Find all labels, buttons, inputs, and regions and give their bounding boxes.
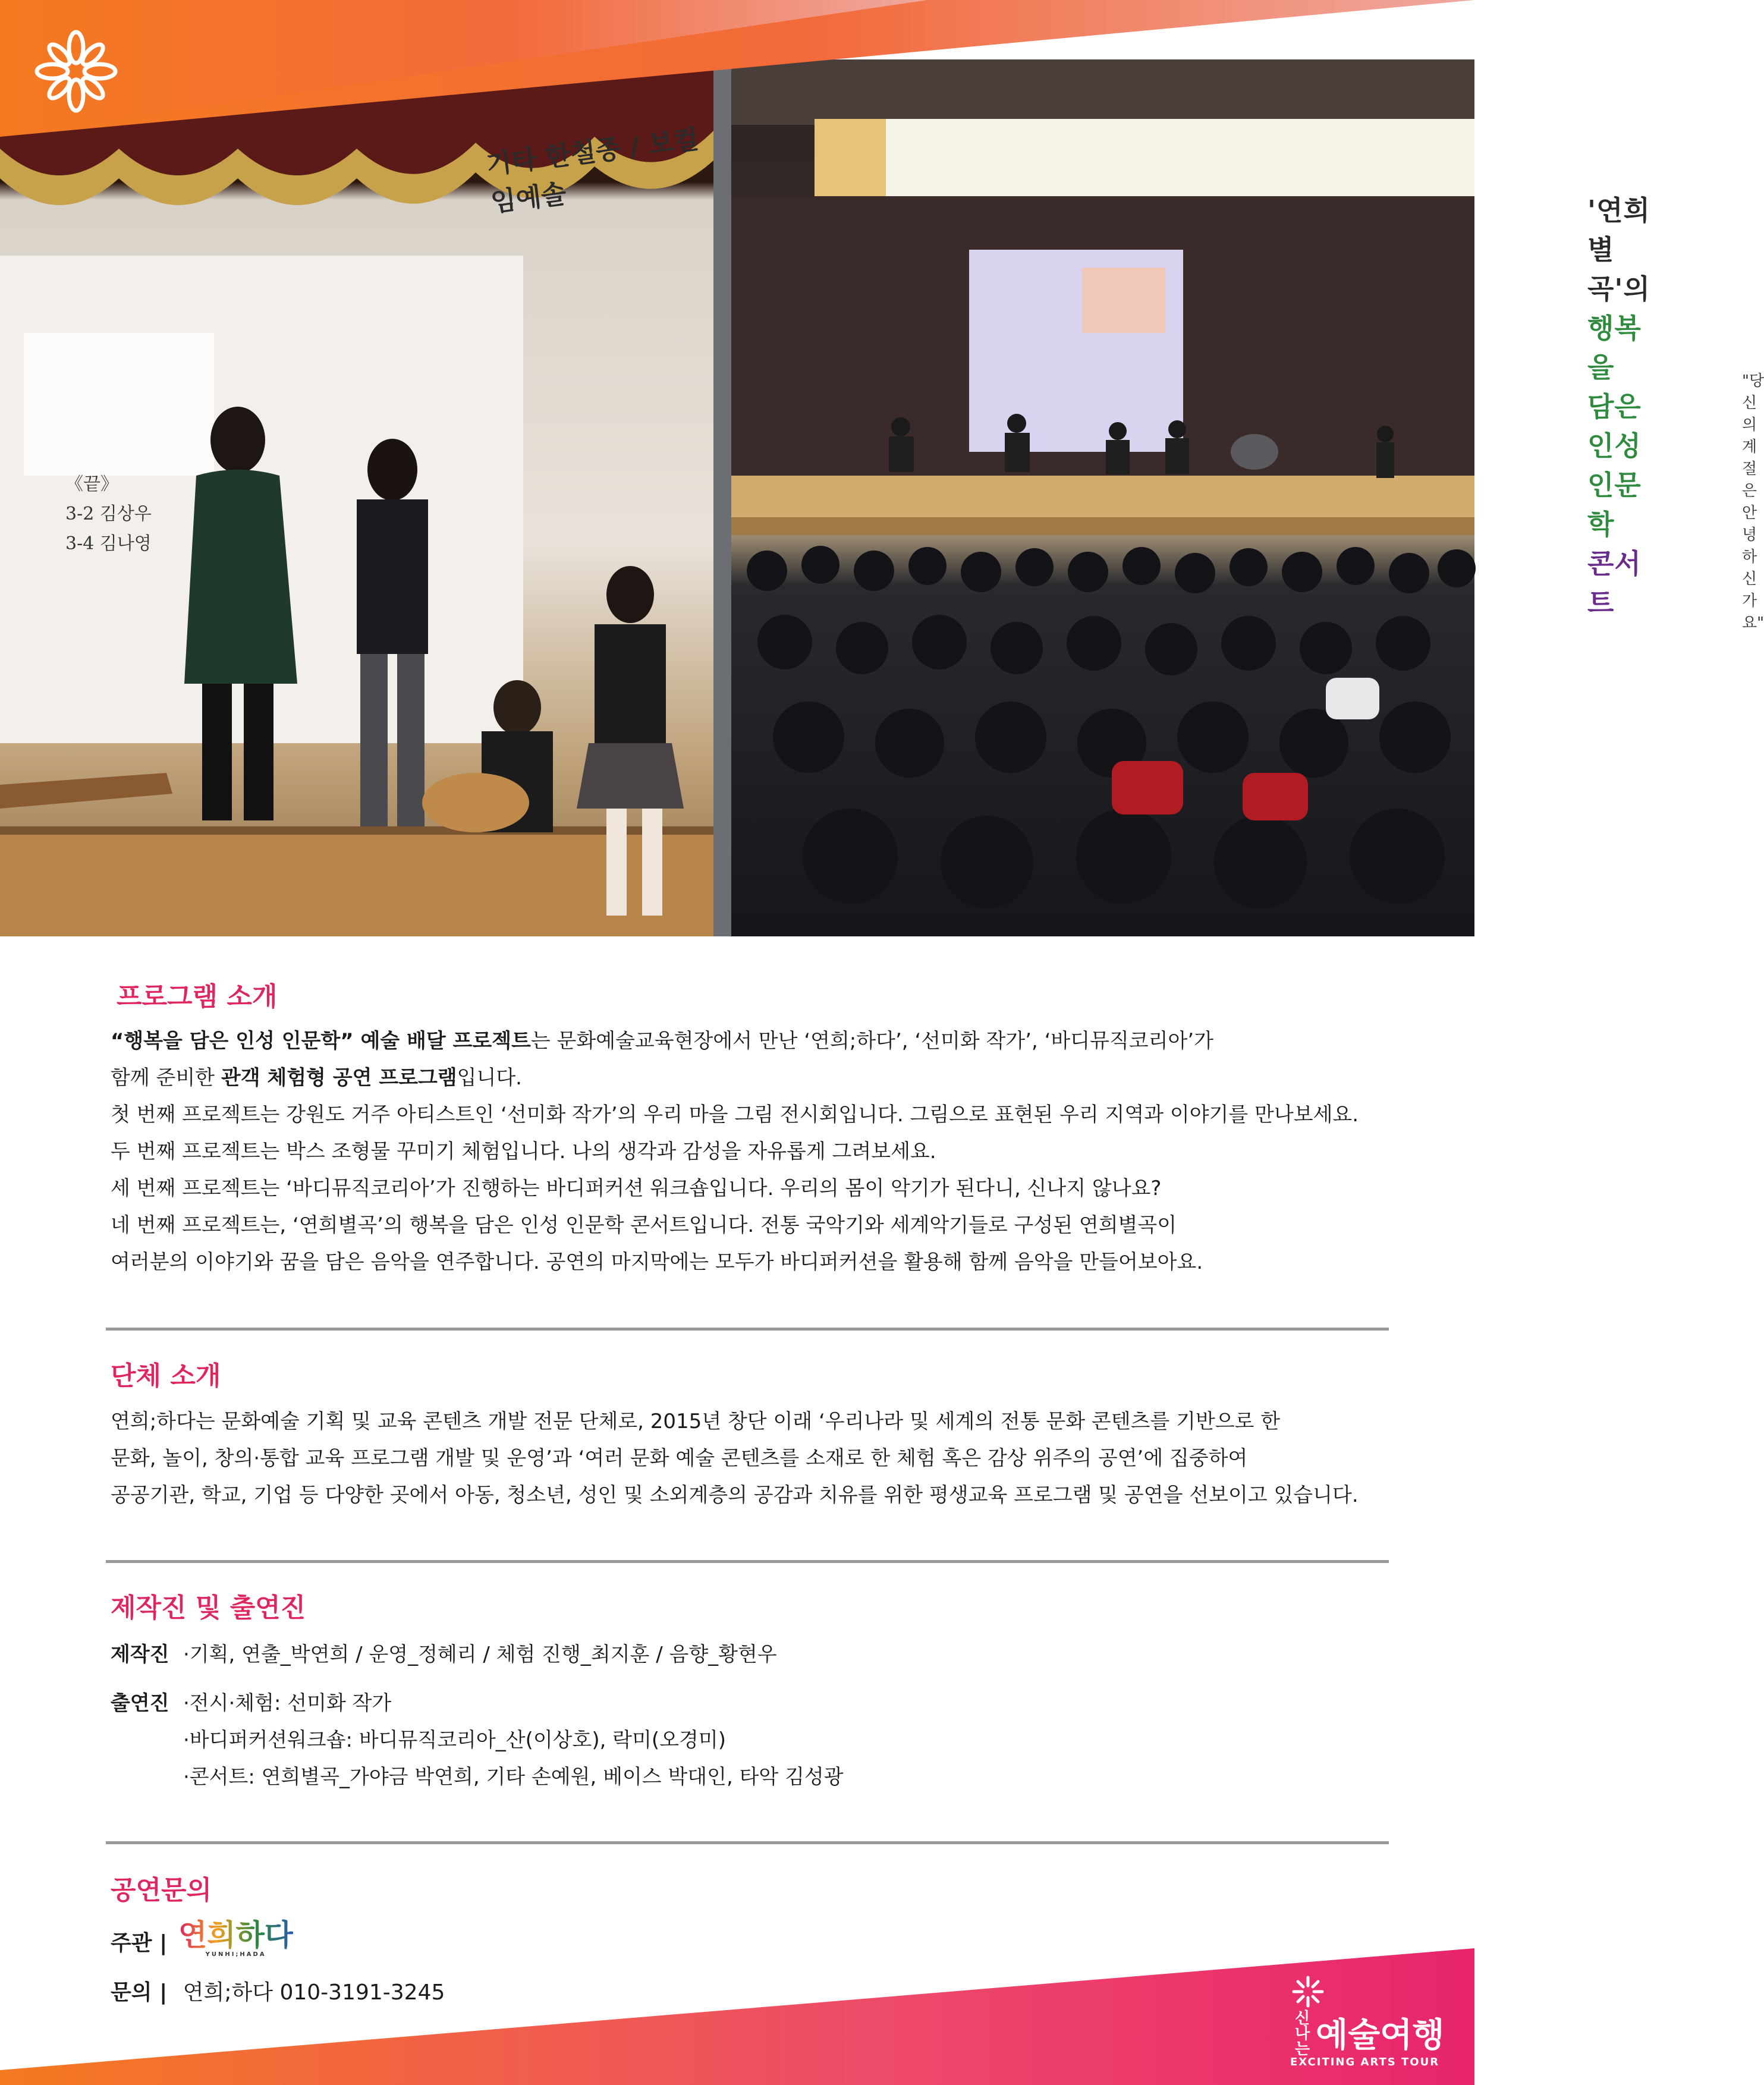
group-line: 공공기관, 학교, 기업 등 다양한 곳에서 아동, 청소년, 성인 및 소외계층의 공감과 치유를 위한 평생교육 프로그램 및 공연을 선보이고 있습니다. <box>111 1483 1359 1507</box>
right-screen-text: "당신의 계절은 안녕하신가요" <box>1742 372 1764 632</box>
program-line-text: 는 문화예술교육현장에서 만난 ‘연희;하다’, ‘선미화 작가’, ‘바디뮤직코리아’가 <box>530 1029 1213 1053</box>
program-section <box>111 975 1389 1013</box>
section-divider <box>106 1328 1389 1331</box>
contact-section <box>111 1869 1389 1907</box>
cast-line: ·바디퍼커션워크숍: 바디뮤직코리아_산(이상호), 락미(오경미) <box>183 1728 726 1752</box>
cast-line: ·전시·체험: 선미화 작가 <box>183 1691 392 1715</box>
program-line: 세 번째 프로젝트는 ‘바디뮤직코리아’가 진행하는 바디퍼커션 워크숍입니다. 우리의 몸이 악기가 된다니, 신나지 않나요? <box>111 1177 1162 1200</box>
program-line: 여러분의 이야기와 꿈을 담은 음악을 연주합니다. 공연의 마지막에는 모두가 바디퍼커션을 활용해 함께 음악을 만들어보아요. <box>111 1250 1203 1274</box>
logo-text: 연희하다 <box>178 1917 294 1952</box>
left-screen-line: 3-4 김나영 <box>65 533 152 554</box>
program-line: 첫 번째 프로젝트는 강원도 거주 아티스트인 ‘선미화 작가’의 우리 마을 그림 전시회입니다. 그림으로 표현된 우리 지역과 이야기를 만나보세요. <box>111 1103 1359 1127</box>
left-stage-photo <box>0 59 713 936</box>
program-line: 네 번째 프로젝트는, ‘연희별곡’의 행복을 담은 인성 인문학 콘서트입니다. 전통 국악기와 세계악기들로 구성된 연희별곡이 <box>111 1213 1177 1237</box>
staff-line: ·기획, 연출_박연희 / 운영_정혜리 / 체험 진행_최지훈 / 음향_황현우 <box>183 1643 777 1666</box>
top-accent-wedge <box>0 0 1474 143</box>
group-line: 문화, 놀이, 창의·통합 교육 프로그램 개발 및 운영’과 ‘여러 문화 예술 콘텐츠를 소재로 한 체험 혹은 감상 위주의 공연’에 집중하여 <box>111 1446 1248 1470</box>
group-line: 연희;하다는 문화예술 기획 및 교육 콘텐츠 개발 전문 단체로, 2015년 창단 이래 ‘우리나라 및 세계의 전통 문화 콘텐츠를 기반으로 한 <box>111 1410 1281 1433</box>
banner-prefix: '연희별곡'의 <box>1587 194 1650 305</box>
right-hall-illustration <box>731 59 1474 936</box>
section-divider <box>106 1560 1389 1563</box>
group-body <box>111 1403 1389 1514</box>
staff-row <box>111 1636 182 1673</box>
left-screen-line: 《끝》 <box>65 474 118 495</box>
bottom-accent-wedge <box>0 1948 1474 2085</box>
group-title: 단체 소개 <box>111 1361 221 1391</box>
program-format: 관객 체험형 공연 프로그램 <box>221 1066 457 1090</box>
staff-label: 제작진 <box>111 1643 169 1666</box>
brand-sub: EXCITING ARTS TOUR <box>1290 2056 1440 2068</box>
program-title: 프로그램 소개 <box>117 982 278 1012</box>
host-label: 주관 | <box>111 1931 168 1955</box>
banner-suffix: 콘서트 <box>1587 548 1642 619</box>
left-screen-text <box>65 470 152 559</box>
banner-highlight: 행복을 담은 인성 인문학 <box>1587 312 1642 540</box>
contact-title: 공연문의 <box>111 1875 212 1905</box>
brand-text-row <box>1290 2009 1444 2056</box>
photo-band <box>0 0 1764 936</box>
inquiry-label: 문의 | <box>111 1980 168 2005</box>
program-line-text: 입니다. <box>457 1066 522 1090</box>
section-divider <box>106 1841 1389 1844</box>
brand-wordmark <box>1290 1974 1444 2009</box>
logo-subtext: YUNHI;HADA <box>205 1951 266 1958</box>
inquiry-phone: 연희;하다 010-3191-3245 <box>183 1980 445 2005</box>
exciting-arts-tour-logo <box>1290 1974 1444 2068</box>
cast-line: ·콘서트: 연희별곡_가야금 박연희, 기타 손예원, 베이스 박대인, 타악 김성광 <box>183 1765 844 1789</box>
program-project-name: “행복을 담은 인성 인문학” 예술 배달 프로젝트 <box>111 1029 531 1053</box>
program-line: 두 번째 프로젝트는 박스 조형물 꾸미기 체험입니다. 나의 생각과 감성을 자유롭게 그려보세요. <box>111 1140 936 1163</box>
credits-section <box>111 1586 1389 1624</box>
left-banner-text: 기타 한철종 / 보컬 임예솔 <box>484 124 701 218</box>
group-section <box>111 1354 1389 1392</box>
credits-title: 제작진 및 출연진 <box>111 1593 306 1623</box>
left-screen-line: 3-2 김상우 <box>65 504 152 524</box>
program-line <box>111 1059 1389 1096</box>
concert-banner-title <box>1587 189 1650 621</box>
photo-divider <box>713 59 731 936</box>
brand-sparkle-icon <box>1290 1974 1326 2009</box>
sparkle-icon <box>29 24 124 119</box>
program-body <box>111 1023 1389 1281</box>
brand-line2: 예술여행 <box>1316 2016 1445 2055</box>
program-line-text: 함께 준비한 <box>111 1066 221 1090</box>
brand-line1: 신나는 <box>1292 2009 1310 2056</box>
cast-row <box>111 1685 182 1722</box>
program-line <box>111 1023 1389 1059</box>
cast-label: 출연진 <box>111 1691 169 1715</box>
right-audience-photo <box>731 59 1764 936</box>
